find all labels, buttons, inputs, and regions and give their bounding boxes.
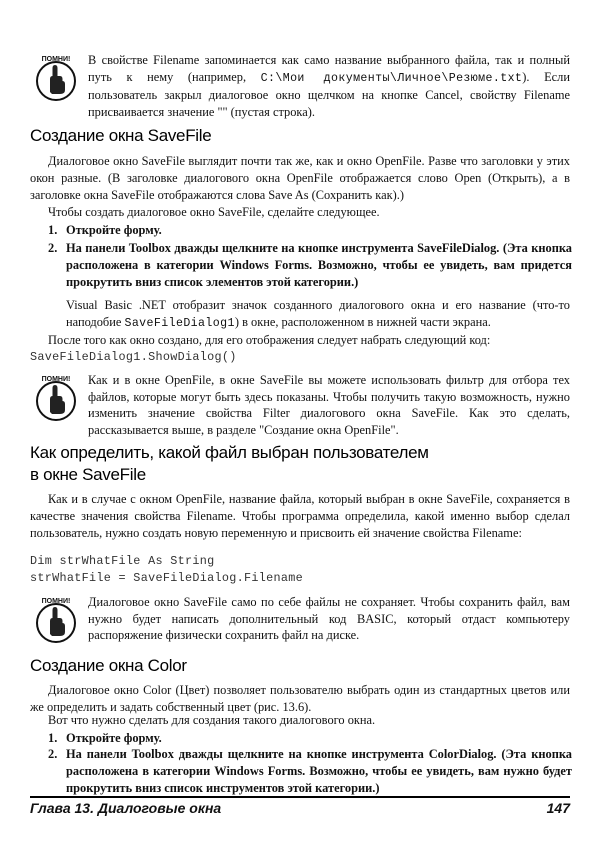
chapter-title: Глава 13. Диалоговые окна <box>30 800 222 816</box>
remember-hand-icon <box>30 372 82 424</box>
step-1: 1. Откройте форму. <box>48 223 162 237</box>
page-number: 147 <box>546 800 570 816</box>
paragraph: Диалоговое окно Color (Цвет) позволяет пользователю выбрать один из стандартных цветов или же определить и задать собственный цвет (рис. 13.6). <box>30 683 570 714</box>
step-1: 1. Откройте форму. <box>48 731 162 745</box>
paragraph: Как и в случае с окном OpenFile, название файла, который выбран в окне SaveFile, сохраняется в качестве значения свойства Filename. Чтобы программа определила, какой именно выбор сделал пользователь, нужно создать новую переменную и присвоить ей значение свойства Filename: <box>30 492 570 540</box>
step-2: 2. На панели Toolbox дважды щелкните на кнопке инструмента SaveFileDialog. (Эта кнопка расположена в категории Windows Forms. Возможно, чтобы ее увидеть, вам придется прокрутить вниз список элементов этой категории.) <box>48 241 572 289</box>
note-2-text: Как и в окне OpenFile, в окне SaveFile вы можете использовать фильтр для отбора тех файлов, которые могут быть здесь показаны. Чтобы получить такую возможность, нужно изменить значение свойства Filter диалогового окна SaveFile. Как это сделать, рассказывается выше, в разделе "Создание окна OpenFile". <box>88 373 570 437</box>
section-title-color: Создание окна Color <box>30 656 187 675</box>
remember-note-2 <box>30 372 570 438</box>
svg-text:ПОМНИ!: ПОМНИ! <box>41 56 71 63</box>
paragraph: Вот что нужно сделать для создания такого диалогового окна. <box>48 713 376 727</box>
note-1-text: В свойстве Filename запоминается как само название выбранного файла, так и полный путь к нему (например, C:\Мои документы\Личное\Резюме.txt). Если пользователь закрыл диалоговое окно щелчком на кнопке Cancel, свойству Filename присваивается значение "" (пустая строка). <box>88 53 570 119</box>
remember-note-3 <box>30 594 570 644</box>
code-line: SaveFileDialog1.ShowDialog() <box>30 350 237 364</box>
remember-hand-icon <box>30 52 82 104</box>
section-title-which-file: Как определить, какой файл выбран пользователем <box>30 443 429 462</box>
svg-text:ПОМНИ!: ПОМНИ! <box>41 376 71 383</box>
code-line: Dim strWhatFile As String <box>30 554 215 568</box>
remember-hand-icon <box>30 594 82 646</box>
footer-rule <box>30 796 570 798</box>
paragraph: После того как окно создано, для его отображения следует набрать следующий код: <box>48 333 491 347</box>
svg-text:ПОМНИ!: ПОМНИ! <box>41 598 71 605</box>
paragraph: Visual Basic .NET отобразит значок созданного диалогового окна и его название (что-то наподобие SaveFileDialog1) в окне, расположенном в нижней части экрана. <box>66 298 570 330</box>
section-title-savefile: Создание окна SaveFile <box>30 126 212 145</box>
remember-note-1 <box>30 52 570 120</box>
section-title-which-file-line2: в окне SaveFile <box>30 465 146 484</box>
note-3-text: Диалоговое окно SaveFile само по себе файлы не сохраняет. Чтобы сохранить файл, вам нужно будет написать дополнительный код BASIC, который отдаст компьютеру распоряжение физически сохранить файл на диске. <box>88 595 570 642</box>
page-footer <box>30 800 570 816</box>
paragraph: Диалоговое окно SaveFile выглядит почти так же, как и окно OpenFile. Разве что заголовки у этих окон разные. (В заголовке диалогового окна OpenFile отображается слово Open (Открыть), а в заголовке окна SaveFile отображаются слова Save As (Сохранить как).) <box>30 154 570 202</box>
step-2: 2. На панели Toolbox дважды щелкните на кнопке инструмента ColorDialog. (Эта кнопка расположена в категории Windows Forms. Возможно, чтобы ее увидеть, вам нужно будет прокрутить вниз список инструментов этой категории.) <box>48 747 572 795</box>
code-line: strWhatFile = SaveFileDialog.Filename <box>30 571 304 585</box>
paragraph: Чтобы создать диалоговое окно SaveFile, сделайте следующее. <box>48 205 380 219</box>
